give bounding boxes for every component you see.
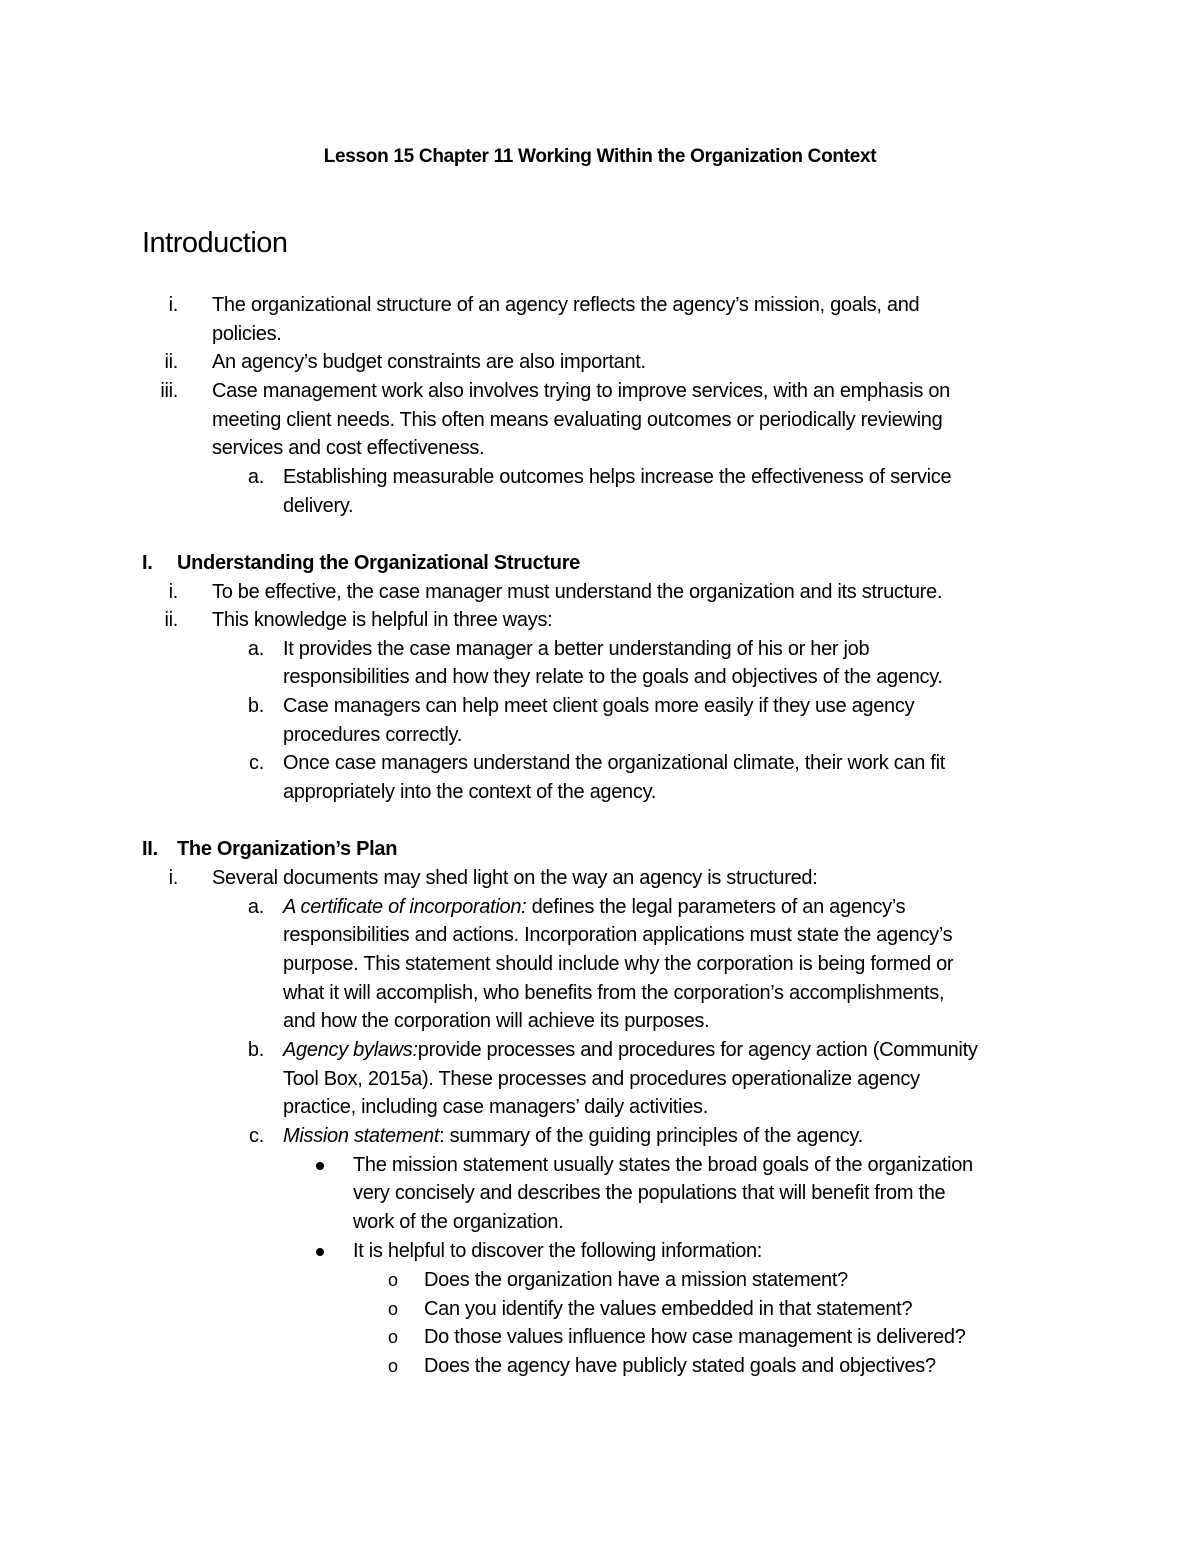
list-item-text: To be effective, the case manager must understand the organization and its structure.	[212, 581, 943, 603]
bullet-text: The mission statement usually states the broad goals of the organization	[353, 1154, 973, 1176]
list-item-text: purpose. This statement should include why the corporation is being formed or	[283, 953, 954, 975]
term-mission-statement: Mission statement	[283, 1125, 440, 1147]
circle-bullet-icon: o	[388, 1270, 399, 1290]
list-item-text: Case managers can help meet client goals more easily if they use agency	[283, 695, 915, 717]
list-marker: b.	[247, 1039, 264, 1061]
section-marker: I.	[142, 552, 153, 574]
section-marker: II.	[142, 838, 158, 860]
list-item-text: An agency’s budget constraints are also important.	[212, 351, 646, 373]
list-marker: i.	[168, 581, 178, 603]
list-item-text	[283, 1036, 978, 1064]
list-item-text: services and cost effectiveness.	[212, 437, 485, 459]
sub-bullet-text: Does the organization have a mission statement?	[424, 1269, 848, 1291]
list-marker: i.	[168, 867, 178, 889]
list-marker: iii.	[160, 380, 178, 402]
list-item-text: Case management work also involves trying to improve services, with an emphasis on	[212, 380, 950, 402]
list-item-text: The organizational structure of an agency reflects the agency’s mission, goals, and	[212, 294, 920, 316]
list-marker: a.	[247, 896, 264, 918]
sub-bullet-text: Can you identify the values embedded in that statement?	[424, 1298, 913, 1320]
term-agency-bylaws: Agency bylaws:	[283, 1039, 418, 1061]
list-item-text: practice, including case managers’ daily activities.	[283, 1096, 708, 1118]
list-item-text: meeting client needs. This often means evaluating outcomes or periodically reviewing	[212, 409, 943, 431]
circle-bullet-icon: o	[388, 1327, 399, 1347]
list-item-text: responsibilities and actions. Incorporation applications must state the agency’s	[283, 924, 953, 946]
list-marker: c.	[249, 752, 264, 774]
list-marker: b.	[247, 695, 264, 717]
sub-bullet-text: Does the agency have publicly stated goals and objectives?	[424, 1355, 936, 1377]
list-item-text	[283, 1122, 863, 1150]
term-certificate-of-incorporation: A certificate of incorporation:	[283, 896, 527, 918]
list-item-text: procedures correctly.	[283, 724, 462, 746]
list-marker: a.	[247, 638, 264, 660]
term-definition: : summary of the guiding principles of the agency.	[439, 1125, 863, 1147]
circle-bullet-icon: o	[388, 1299, 399, 1319]
list-item-text: Several documents may shed light on the way an agency is structured:	[212, 867, 818, 889]
list-item-text: It provides the case manager a better understanding of his or her job	[283, 638, 870, 660]
list-item-text: responsibilities and how they relate to the goals and objectives of the agency.	[283, 666, 943, 688]
list-item-text: This knowledge is helpful in three ways:	[212, 609, 553, 631]
circle-bullet-icon: o	[388, 1356, 399, 1376]
list-item-text	[283, 893, 905, 921]
introduction-heading: Introduction	[142, 227, 288, 259]
sub-bullet-text: Do those values influence how case management is delivered?	[424, 1326, 966, 1348]
term-definition: defines the legal parameters of an agency’s	[526, 896, 906, 918]
section-heading: Understanding the Organizational Structure	[177, 552, 580, 574]
list-item-text: Once case managers understand the organizational climate, their work can fit	[283, 752, 946, 774]
section-heading: The Organization’s Plan	[177, 838, 398, 860]
term-definition: provide processes and procedures for agency action (Community	[417, 1039, 978, 1061]
document-title: Lesson 15 Chapter 11 Working Within the Organization Context	[323, 146, 877, 167]
list-item-text: policies.	[212, 323, 282, 345]
list-item-text: delivery.	[283, 495, 354, 517]
list-marker: ii.	[164, 351, 178, 373]
bullet-icon	[316, 1162, 324, 1170]
bullet-text: very concisely and describes the populations that will benefit from the	[353, 1182, 946, 1204]
list-marker: i.	[168, 294, 178, 316]
bullet-text: work of the organization.	[353, 1211, 564, 1233]
list-item-text: and how the corporation will achieve its purposes.	[283, 1010, 710, 1032]
list-marker: c.	[249, 1125, 264, 1147]
list-marker: ii.	[164, 609, 178, 631]
list-marker: a.	[247, 466, 264, 488]
list-item-text: what it will accomplish, who benefits from the corporation’s accomplishments,	[283, 982, 945, 1004]
list-item-text: Tool Box, 2015a). These processes and procedures operationalize agency	[283, 1068, 920, 1090]
list-item-text: appropriately into the context of the agency.	[283, 781, 657, 803]
bullet-icon	[316, 1248, 324, 1256]
bullet-text: It is helpful to discover the following information:	[353, 1240, 763, 1262]
list-item-text: Establishing measurable outcomes helps increase the effectiveness of service	[283, 466, 952, 488]
